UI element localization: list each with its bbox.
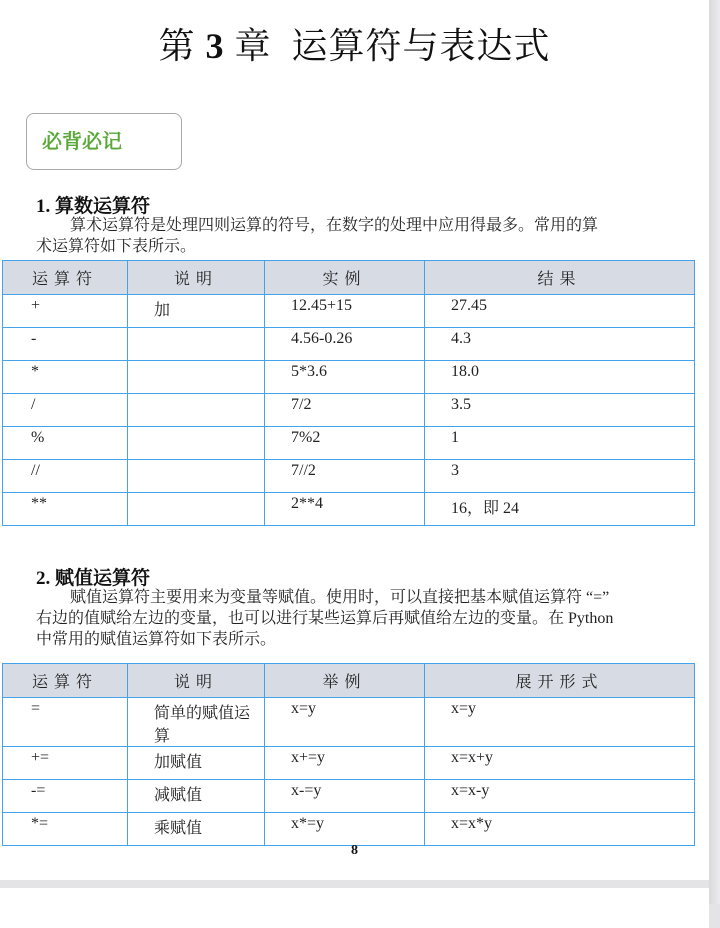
chapter-name: 运算符与表达式 — [291, 26, 551, 66]
page-number: 8 — [351, 843, 358, 858]
table-header-row — [3, 664, 695, 698]
result-cell: 4.3 — [425, 328, 695, 361]
operator-cell: * — [3, 361, 128, 394]
description-cell: 减赋值 — [128, 780, 265, 813]
description-cell — [128, 460, 265, 493]
column-header: 运算符 — [3, 664, 128, 698]
paragraph-line: 右边的值赋给左边的变量，也可以进行某些运算后再赋值给左边的变量。在 Python — [36, 610, 614, 627]
example-cell: 7%2 — [265, 427, 425, 460]
operator-cell: = — [3, 698, 128, 747]
expanded-form-cell: x=x-y — [425, 780, 695, 813]
table-header-row — [3, 261, 695, 295]
example-cell: x=y — [265, 698, 425, 747]
operator-cell: -= — [3, 780, 128, 813]
chapter-suffix: 章 — [234, 26, 272, 66]
column-header: 实例 — [265, 261, 425, 295]
example-cell: 7//2 — [265, 460, 425, 493]
result-cell: 1 — [425, 427, 695, 460]
operator-cell: // — [3, 460, 128, 493]
description-cell: 乘赋值 — [128, 813, 265, 846]
operator-cell: + — [3, 295, 128, 328]
paragraph-line: 术运算符如下表所示。 — [36, 238, 197, 255]
table-row — [3, 493, 695, 526]
result-cell: 3.5 — [425, 394, 695, 427]
description-cell — [128, 493, 265, 526]
paragraph-line: 算术运算符是处理四则运算的符号，在数字的处理中应用得最多。常用的算 — [70, 217, 599, 234]
arithmetic-operators-table — [2, 260, 695, 526]
chapter-number: 3 — [205, 26, 225, 66]
description-cell — [128, 427, 265, 460]
next-page — [0, 888, 709, 928]
operator-cell: *= — [3, 813, 128, 846]
column-header: 运算符 — [3, 261, 128, 295]
page-edge-shadow — [709, 0, 720, 904]
section-paragraph-arithmetic — [36, 215, 676, 257]
result-cell: 27.45 — [425, 295, 695, 328]
expanded-form-cell: x=y — [425, 698, 695, 747]
assignment-operators-table — [2, 663, 695, 846]
table-row — [3, 361, 695, 394]
section-paragraph-assignment — [36, 587, 676, 650]
column-header: 举例 — [265, 664, 425, 698]
operator-cell: - — [3, 328, 128, 361]
example-cell: 12.45+15 — [265, 295, 425, 328]
must-memorize-badge: 必背必记 — [26, 113, 182, 170]
operator-cell: += — [3, 747, 128, 780]
column-header: 展开形式 — [425, 664, 695, 698]
description-cell: 加 — [128, 295, 265, 328]
operator-cell: % — [3, 427, 128, 460]
table-row — [3, 394, 695, 427]
table-row — [3, 295, 695, 328]
example-cell: 4.56-0.26 — [265, 328, 425, 361]
table-row — [3, 813, 695, 846]
table-row — [3, 698, 695, 747]
description-cell: 简单的赋值运算 — [128, 698, 265, 747]
column-header: 说明 — [128, 664, 265, 698]
example-cell: 2**4 — [265, 493, 425, 526]
operator-cell: ** — [3, 493, 128, 526]
result-cell: 16，即 24 — [425, 493, 695, 526]
example-cell: 5*3.6 — [265, 361, 425, 394]
result-cell: 18.0 — [425, 361, 695, 394]
operator-cell: / — [3, 394, 128, 427]
table-row — [3, 780, 695, 813]
expanded-form-cell: x=x*y — [425, 813, 695, 846]
table-row — [3, 747, 695, 780]
expanded-form-cell: x=x+y — [425, 747, 695, 780]
example-cell: x-=y — [265, 780, 425, 813]
paragraph-line: 中常用的赋值运算符如下表所示。 — [36, 631, 277, 648]
chapter-prefix: 第 — [158, 26, 196, 66]
column-header: 说明 — [128, 261, 265, 295]
description-cell — [128, 361, 265, 394]
column-header: 结果 — [425, 261, 695, 295]
example-cell: 7/2 — [265, 394, 425, 427]
result-cell: 3 — [425, 460, 695, 493]
table-row — [3, 427, 695, 460]
description-cell — [128, 328, 265, 361]
description-cell — [128, 394, 265, 427]
description-cell: 加赋值 — [128, 747, 265, 780]
example-cell: x+=y — [265, 747, 425, 780]
section-heading-assignment: 2. 赋值运算符 — [36, 568, 151, 589]
section-heading-arithmetic: 1. 算数运算符 — [36, 196, 151, 217]
paragraph-line: 赋值运算符主要用来为变量等赋值。使用时，可以直接把基本赋值运算符 “=” — [70, 589, 610, 606]
table-row — [3, 328, 695, 361]
chapter-title — [0, 18, 709, 69]
example-cell: x*=y — [265, 813, 425, 846]
table-row — [3, 460, 695, 493]
